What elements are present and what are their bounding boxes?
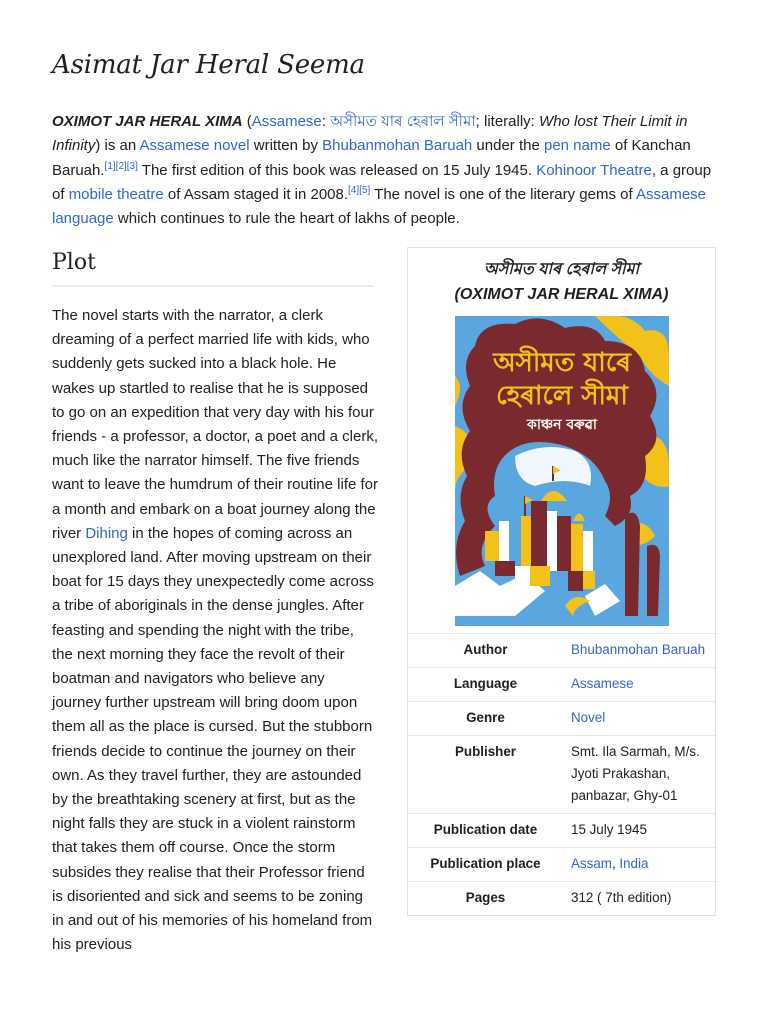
reference-links-4-5[interactable]: [4][5] <box>348 184 371 196</box>
infobox-row-publication-place <box>408 847 715 881</box>
text: ) is an <box>95 137 140 155</box>
section-heading-plot: Plot <box>52 250 374 287</box>
infobox-row-pages <box>408 881 715 915</box>
infobox-value: 15 July 1945 <box>571 822 647 837</box>
infobox-label: Publication place <box>430 856 541 871</box>
separator: , <box>611 856 620 871</box>
link-mobile-theatre[interactable]: mobile theatre <box>68 185 164 203</box>
text: of Kanchan Baruah. <box>52 137 691 179</box>
infobox-row-author <box>408 633 715 667</box>
text: of Assam staged it in 2008. <box>163 185 349 203</box>
literal-translation: Who lost Their Limit in Infinity <box>52 113 688 155</box>
cover-title-line-2: হেৰালে সীমা <box>495 381 628 411</box>
infobox-row-publisher <box>408 735 715 813</box>
infobox-value: Smt. Ila Sarmah, M/s. Jyoti Prakashan, panbazar, Ghy-01 <box>571 744 700 803</box>
infobox-row-genre <box>408 701 715 735</box>
link-india[interactable]: India <box>619 856 649 871</box>
text: which continues to rule the heart of lakhs of people. <box>113 210 460 228</box>
infobox-label: Pages <box>465 890 506 905</box>
text: ; literally: <box>475 113 540 130</box>
text: The first edition of this book was released on 15 July 1945. <box>137 161 537 179</box>
text: written by <box>249 137 323 155</box>
infobox-value <box>563 668 715 701</box>
text: ( <box>242 113 252 130</box>
link-assamese-language[interactable]: Assamese language <box>52 185 707 228</box>
link-kohinoor-theatre[interactable]: Kohinoor Theatre <box>536 161 652 179</box>
page-title: Asimat Jar Heral Seema <box>52 50 365 80</box>
link-author[interactable]: Bhubanmohan Baruah <box>322 137 473 155</box>
infobox-title-native: অসীমত যাৰ হেৰাল সীমা <box>483 261 640 278</box>
infobox-title <box>408 248 715 307</box>
infobox-row-publication-date <box>408 813 715 847</box>
infobox-label: Publication date <box>433 822 538 837</box>
cover-author: কাঞ্চন বৰুৱা <box>526 417 597 433</box>
link-author-infobox[interactable]: Bhubanmohan Baruah <box>571 642 706 657</box>
text: The novel starts with the narrator, a clerk dreaming of a perfect married life with kids, who suddenly gets sucked into a black hole. He wakes up startled to realise that he is supposed to go on an expedition that very day with his four friends - a professor, a doctor, a poet and a clerk, much like the narrator himself. The five friends want to leave the humdrum of their routine life for a month and embark on a boat journey along the river <box>52 307 379 542</box>
link-native-title[interactable]: অসীমত যাৰ হেৰাল সীমা <box>330 113 476 130</box>
infobox <box>407 247 716 916</box>
text: , a group of <box>52 161 712 203</box>
infobox-label: Author <box>463 642 508 657</box>
reference-links-1-3[interactable]: [1][2][3] <box>104 160 138 172</box>
plot-paragraph <box>52 304 378 957</box>
link-genre-infobox[interactable]: Novel <box>571 710 606 725</box>
infobox-value <box>563 702 715 735</box>
infobox-value <box>563 634 715 667</box>
lead-paragraph <box>52 110 720 231</box>
link-pen-name[interactable]: pen name <box>543 137 611 155</box>
cover-title-line-1: অসীমত যাৰে <box>492 348 631 378</box>
infobox-label: Language <box>453 676 518 691</box>
text: in the hopes of coming across an unexplored land. After moving upstream on their boat for 15 days they unexpectedly come across a tribe of aboriginals in the dense jungles. After feasting and spending the night with the tribe, the next morning they face the revolt of their boatman and navigators who believe any journey further upstream will bring doom upon them all as the place is cursed. But the stubborn friends decide to continue the journey on their own. As they travel further, they are astounded by the breathtaking scenery at first, but as the night falls they are stuck in a violent rainstorm that takes them off course. Once the storm subsides they realise that their Professor friend is disoriented and sick and seems to be zoning in and out of his memories of his homeland from his previous <box>52 524 374 954</box>
infobox-label: Publisher <box>454 744 517 759</box>
text: : <box>321 113 331 130</box>
link-assam[interactable]: Assam <box>571 856 612 871</box>
infobox-value <box>563 848 715 881</box>
link-assamese-novel[interactable]: Assamese novel <box>139 137 250 155</box>
book-cover-image[interactable] <box>455 316 669 626</box>
link-dihing[interactable]: Dihing <box>85 524 128 542</box>
infobox-title-latin: (OXIMOT JAR HERAL XIMA) <box>454 286 669 303</box>
link-language-infobox[interactable]: Assamese <box>571 676 634 691</box>
infobox-row-language <box>408 667 715 701</box>
link-assamese[interactable]: Assamese <box>251 113 322 130</box>
lead-bold-title: OXIMOT JAR HERAL XIMA <box>52 113 243 130</box>
infobox-label: Genre <box>466 710 505 725</box>
infobox-value: 312 ( 7th edition) <box>571 890 672 905</box>
text: The novel is one of the literary gems of <box>370 185 636 203</box>
text: under the <box>472 137 544 155</box>
